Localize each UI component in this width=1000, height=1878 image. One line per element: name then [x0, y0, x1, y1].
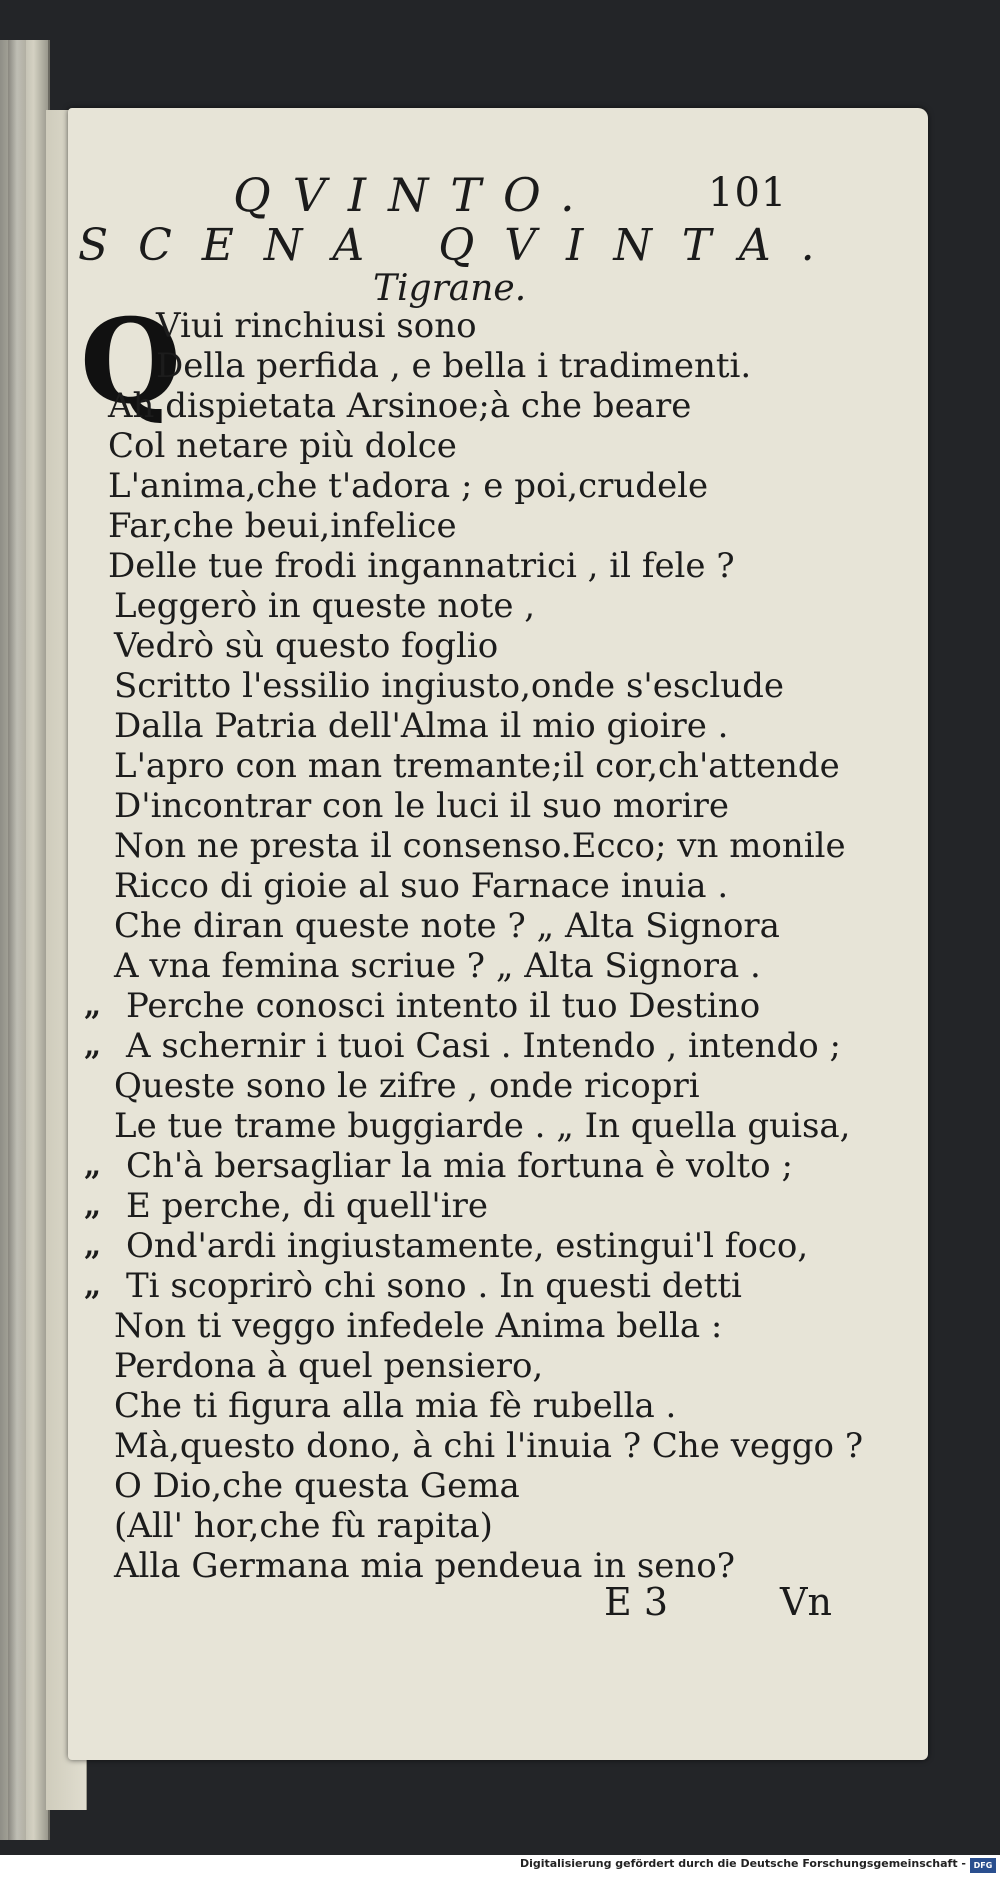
verse-line: Ti scoprirò chi sono . In questi detti	[126, 1266, 742, 1306]
verse-line: A schernir i tuoi Casi . Intendo , intendo ;	[126, 1026, 841, 1066]
verse-line: Leggerò in queste note ,	[114, 586, 536, 626]
verse-line: Alla Germana mia pendeua in seno?	[114, 1546, 735, 1586]
catchword: Vn	[780, 1580, 832, 1624]
scene-title: SCENA QVINTA.	[78, 220, 845, 271]
verse-line: A vna femina scriue ? „ Alta Signora .	[114, 946, 761, 986]
signature-mark: E 3	[604, 1580, 668, 1624]
book-page	[68, 108, 928, 1760]
quote-mark: „	[84, 1268, 102, 1303]
page-number: 101	[708, 170, 788, 216]
quote-mark: „	[84, 988, 102, 1023]
verse-line: L'apro con man tremante;il cor,ch'attende	[114, 746, 840, 786]
quote-mark: „	[84, 1188, 102, 1223]
verse-line: Viui rinchiusi sono	[156, 306, 477, 346]
quote-mark: „	[84, 1028, 102, 1063]
verse-line: Perdona à quel pensiero,	[114, 1346, 544, 1386]
verse-line: Ond'ardi ingiustamente, estingui'l foco,	[126, 1226, 809, 1266]
quote-mark: „	[84, 1148, 102, 1183]
verse-line: Dalla Patria dell'Alma il mio gioire .	[114, 706, 729, 746]
verse-line: Non ti veggo infedele Anima bella :	[114, 1306, 723, 1346]
verse-line: Non ne presta il consenso.Ecco; vn monile	[114, 826, 846, 866]
verse-line: Ah dispietata Arsinoe;à che beare	[108, 386, 692, 426]
verse-line: Scritto l'essilio ingiusto,onde s'esclude	[114, 666, 785, 706]
verse-line: E perche, di quell'ire	[126, 1186, 489, 1226]
digitization-footer	[0, 1855, 1000, 1878]
verse-line: (All' hor,che fù rapita)	[114, 1506, 493, 1546]
verse-line: Mà,questo dono, à chi l'inuia ? Che veggo ?	[114, 1426, 864, 1466]
book-spine-left	[0, 40, 50, 1840]
verse-line: Vedrò sù questo foglio	[114, 626, 499, 666]
dropcap-initial: Q	[80, 294, 182, 430]
verse-line: Ricco di gioie al suo Farnace inuia .	[114, 866, 729, 906]
quote-mark: „	[84, 1228, 102, 1263]
dfg-logo-icon: DFG	[970, 1858, 996, 1873]
verse-line: Della perfida , e bella i tradimenti.	[156, 346, 752, 386]
speaker-name: Tigrane.	[373, 268, 527, 309]
verse-line: D'incontrar con le luci il suo morire	[114, 786, 729, 826]
verse-line: Delle tue frodi ingannatrici , il fele ?	[108, 546, 735, 586]
verse-line: Col netare più dolce	[108, 426, 457, 466]
verse-line: Perche conosci intento il tuo Destino	[126, 986, 761, 1026]
verse-line: Che ti figura alla mia fè rubella .	[114, 1386, 677, 1426]
verse-line: Far,che beui,infelice	[108, 506, 457, 546]
page-content	[68, 108, 928, 1760]
verse-line: Le tue trame buggiarde . „ In quella guisa,	[114, 1106, 851, 1146]
digitization-credit: Digitalisierung gefördert durch die Deutsche Forschungsgemeinschaft -	[519, 1857, 966, 1870]
verse-line: L'anima,che t'adora ; e poi,crudele	[108, 466, 709, 506]
running-title: QVINTO.	[233, 168, 597, 222]
verse-line: Che diran queste note ? „ Alta Signora	[114, 906, 780, 946]
verse-line: O Dio,che questa Gema	[114, 1466, 520, 1506]
verse-line: Queste sono le zifre , onde ricopri	[114, 1066, 700, 1106]
verse-line: Ch'à bersagliar la mia fortuna è volto ;	[126, 1146, 793, 1186]
